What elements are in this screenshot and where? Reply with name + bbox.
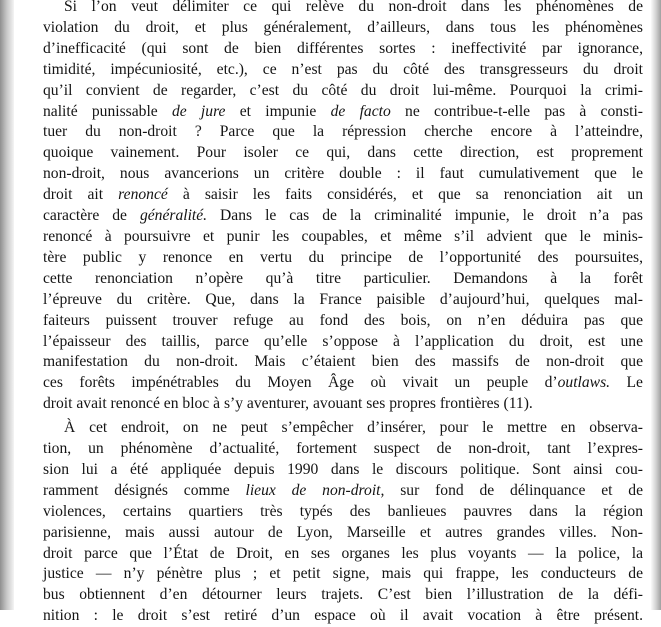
text-segment: droit parce que l’État de Droit, en ses organes les plus voyants — la police, la	[43, 544, 643, 562]
text-segment: renoncé à poursuivre et punir les coupables, et même s’il advient que le minis-	[43, 227, 643, 245]
text-segment: droit avait renoncé en bloc à s’y aventurer, avouant ses propres frontières (11).	[43, 395, 533, 413]
text-line	[43, 18, 643, 39]
text-segment: violences, certains quartiers très typés des banlieues pauvres dans la région	[43, 502, 643, 520]
text-segment: qu’il convient de regarder, c’est du côté du droit lui-même. Pourquoi la crimi-	[43, 81, 643, 99]
text-line	[43, 39, 643, 60]
text-segment: parisienne, mais aussi autour de Lyon, Marseille et autres grandes villes. Non-	[43, 523, 643, 541]
text-segment: quoique vainement. Pour isoler ce qui, dans cette direction, est proprement	[43, 144, 643, 162]
text-segment: nition : le droit s’est retiré d’un espace où il avait vocation à être présent.	[43, 607, 643, 625]
italic-segment: renoncé	[118, 186, 168, 204]
text-segment: tère public y renonce en vertu du principe de l’opportunité des poursuites,	[43, 248, 643, 266]
text-line	[43, 290, 643, 311]
text-line	[43, 81, 643, 102]
text-segment: Le	[610, 374, 643, 392]
text-segment: l’épreuve du critère. Que, dans la France paisible d’aujourd’hui, quelques mal-	[43, 290, 643, 308]
italic-segment: de facto	[330, 102, 391, 120]
text-segment: timidité, impécuniosité, etc.), ce n’est pas du côté des transgresseurs du droit	[43, 60, 643, 78]
text-segment: d’inefficacité (qui sont de bien différentes sortes : ineffectivité par ignorance,	[43, 39, 643, 57]
text-line	[43, 394, 643, 415]
text-segment: violation du droit, et plus généralement, d’ailleurs, dans tous les phénomènes	[43, 18, 643, 36]
text-line	[43, 460, 643, 481]
text-line	[43, 585, 643, 606]
text-line	[43, 206, 643, 227]
text-line	[43, 227, 643, 248]
text-segment: et impunie	[225, 102, 331, 120]
text-segment: ne contribue-t-elle pas à consti-	[390, 102, 643, 120]
text-segment: Si l’on veut délimiter ce qui relève du non-droit dans les phénomènes de	[64, 0, 643, 15]
text-line	[43, 122, 643, 143]
paragraph-non-droit-criterion	[43, 0, 643, 415]
text-segment: ramment désignés comme	[43, 481, 246, 499]
italic-segment: lieux de non-droit,	[245, 481, 385, 499]
text-line	[43, 564, 643, 585]
text-line	[43, 60, 643, 81]
text-segment: nalité punissable	[43, 102, 172, 120]
text-line	[43, 481, 643, 502]
text-line	[43, 544, 643, 565]
text-segment: bus obtiennent d’en détourner leurs trajets. C’est bien l’illustration de la défi-	[43, 586, 643, 604]
page-edge-shadow-right	[651, 0, 661, 610]
text-segment: à saisir les faits considérés, et que sa renonciation ait un	[167, 186, 643, 204]
paragraph-lieux-de-non-droit	[43, 418, 643, 627]
text-line	[43, 269, 643, 290]
text-segment: cette renonciation n’opère qu’à titre particulier. Demandons à la forêt	[43, 269, 643, 287]
text-line	[43, 0, 643, 18]
italic-segment: de jure	[171, 102, 226, 120]
text-line	[43, 373, 643, 394]
text-segment: faiteurs puissent trouver refuge au fond des bois, on n’en déduira pas que	[43, 311, 643, 329]
text-segment: justice — n’y pénètre plus ; et petit signe, mais qui frappe, les conducteurs de	[43, 565, 643, 583]
text-line	[43, 185, 643, 206]
text-line	[43, 439, 643, 460]
text-line	[43, 502, 643, 523]
text-line	[43, 332, 643, 353]
italic-segment: outlaws.	[557, 374, 611, 392]
text-line	[43, 352, 643, 373]
text-line	[43, 143, 643, 164]
text-line	[43, 164, 643, 185]
text-line	[43, 606, 643, 627]
text-segment: sion lui a été appliquée depuis 1990 dans le discours politique. Sont ainsi cou-	[43, 460, 643, 478]
italic-segment: généralité.	[139, 207, 208, 225]
text-line	[43, 102, 643, 123]
text-line	[43, 248, 643, 269]
text-segment: À cet endroit, on ne peut s’empêcher d’insérer, pour le mettre en observa-	[64, 419, 643, 437]
document-page	[43, 0, 643, 625]
text-segment: ces forêts impénétrables du Moyen Âge où vivait un peuple d’	[43, 374, 558, 392]
text-line	[43, 418, 643, 439]
text-segment: sur fond de délinquance et de	[384, 481, 643, 499]
text-segment: tuer du non-droit ? Parce que la répression cherche encore à l’atteindre,	[43, 123, 643, 141]
text-segment: manifestation du non-droit. Mais c’étaient bien des massifs de non-droit que	[43, 353, 643, 371]
text-line	[43, 523, 643, 544]
text-segment: l’épaisseur des taillis, parce qu’elle s’oppose à l’application du droit, est une	[43, 332, 643, 350]
text-segment: droit ait	[43, 186, 119, 204]
text-segment: caractère de	[43, 207, 140, 225]
text-segment: non-droit, nous avancerions un critère double : il faut cumulativement que le	[43, 165, 643, 183]
text-segment: tion, un phénomène d’actualité, fortement suspect de non-droit, tant l’expres-	[43, 440, 643, 458]
text-line	[43, 311, 643, 332]
text-segment: Dans le cas de la criminalité impunie, le droit n’a pas	[207, 207, 643, 225]
page-edge-shadow-left	[0, 0, 14, 610]
